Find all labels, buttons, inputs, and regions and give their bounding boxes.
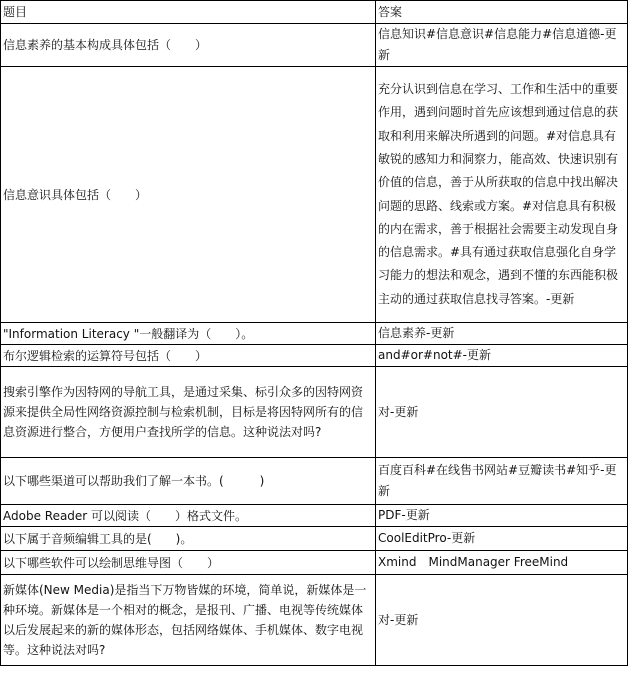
answer-cell: CoolEditPro-更新 [376,527,628,551]
answer-cell: and#or#not#-更新 [376,345,628,367]
table-row [1,575,628,666]
table-row [1,367,628,458]
question-cell: 布尔逻辑检索的运算符号包括（ ） [1,345,376,367]
question-cell: Adobe Reader 可以阅读（ ）格式文件。 [1,505,376,527]
table-row [1,458,628,505]
question-cell: 以下哪些软件可以绘制思维导图（ ） [1,551,376,575]
table-row [1,24,628,67]
answer-cell: 信息素养-更新 [376,323,628,345]
question-cell: 新媒体(New Media)是指当下万物皆媒的环境，简单说，新媒体是一种环境。新媒体是一个相对的概念，是报刊、广播、电视等传统媒体以后发展起来的新的媒体形态，包括网络媒体、手机媒体、数字电视等。这种说法对吗? [1,575,376,666]
table-row [1,505,628,527]
header-question: 题目 [1,1,376,24]
table-row [1,551,628,575]
answer-cell: 百度百科#在线售书网站#豆瓣读书#知乎-更新 [376,458,628,505]
answer-cell: 对-更新 [376,575,628,666]
answer-cell: 信息知识#信息意识#信息能力#信息道德-更新 [376,24,628,67]
table-row [1,67,628,323]
answer-cell: 对-更新 [376,367,628,458]
answer-cell: 充分认识到信息在学习、工作和生活中的重要作用，遇到问题时首先应该想到通过信息的获取和利用来解决所遇到的问题。#对信息具有敏锐的感知力和洞察力，能高效、快速识别有价值的信息，善于从所获取的信息中找出解决问题的思路、线索或方案。#对信息具有积极的内在需求，善于根据社会需要主动发现自身的信息需求。#具有通过获取信息强化自身学习能力的想法和观念，遇到不懂的东西能积极主动的通过获取信息找寻答案。-更新 [376,67,628,323]
table-header-row [1,1,628,24]
table-row [1,345,628,367]
question-cell: 以下哪些渠道可以帮助我们了解一本书。( ) [1,458,376,505]
answer-cell: PDF-更新 [376,505,628,527]
answer-cell: Xmind MindManager FreeMind [376,551,628,575]
question-cell: 以下属于音频编辑工具的是( )。 [1,527,376,551]
header-answer: 答案 [376,1,628,24]
question-cell: 信息意识具体包括（ ） [1,67,376,323]
question-cell: "Information Literacy "一般翻译为（ ）。 [1,323,376,345]
question-cell: 搜索引擎作为因特网的导航工具，是通过采集、标引众多的因特网资源来提供全局性网络资源控制与检索机制，目标是将因特网所有的信息资源进行整合，方便用户查找所学的信息。这种说法对吗? [1,367,376,458]
question-cell: 信息素养的基本构成具体包括（ ） [1,24,376,67]
table-row [1,323,628,345]
table-row [1,527,628,551]
